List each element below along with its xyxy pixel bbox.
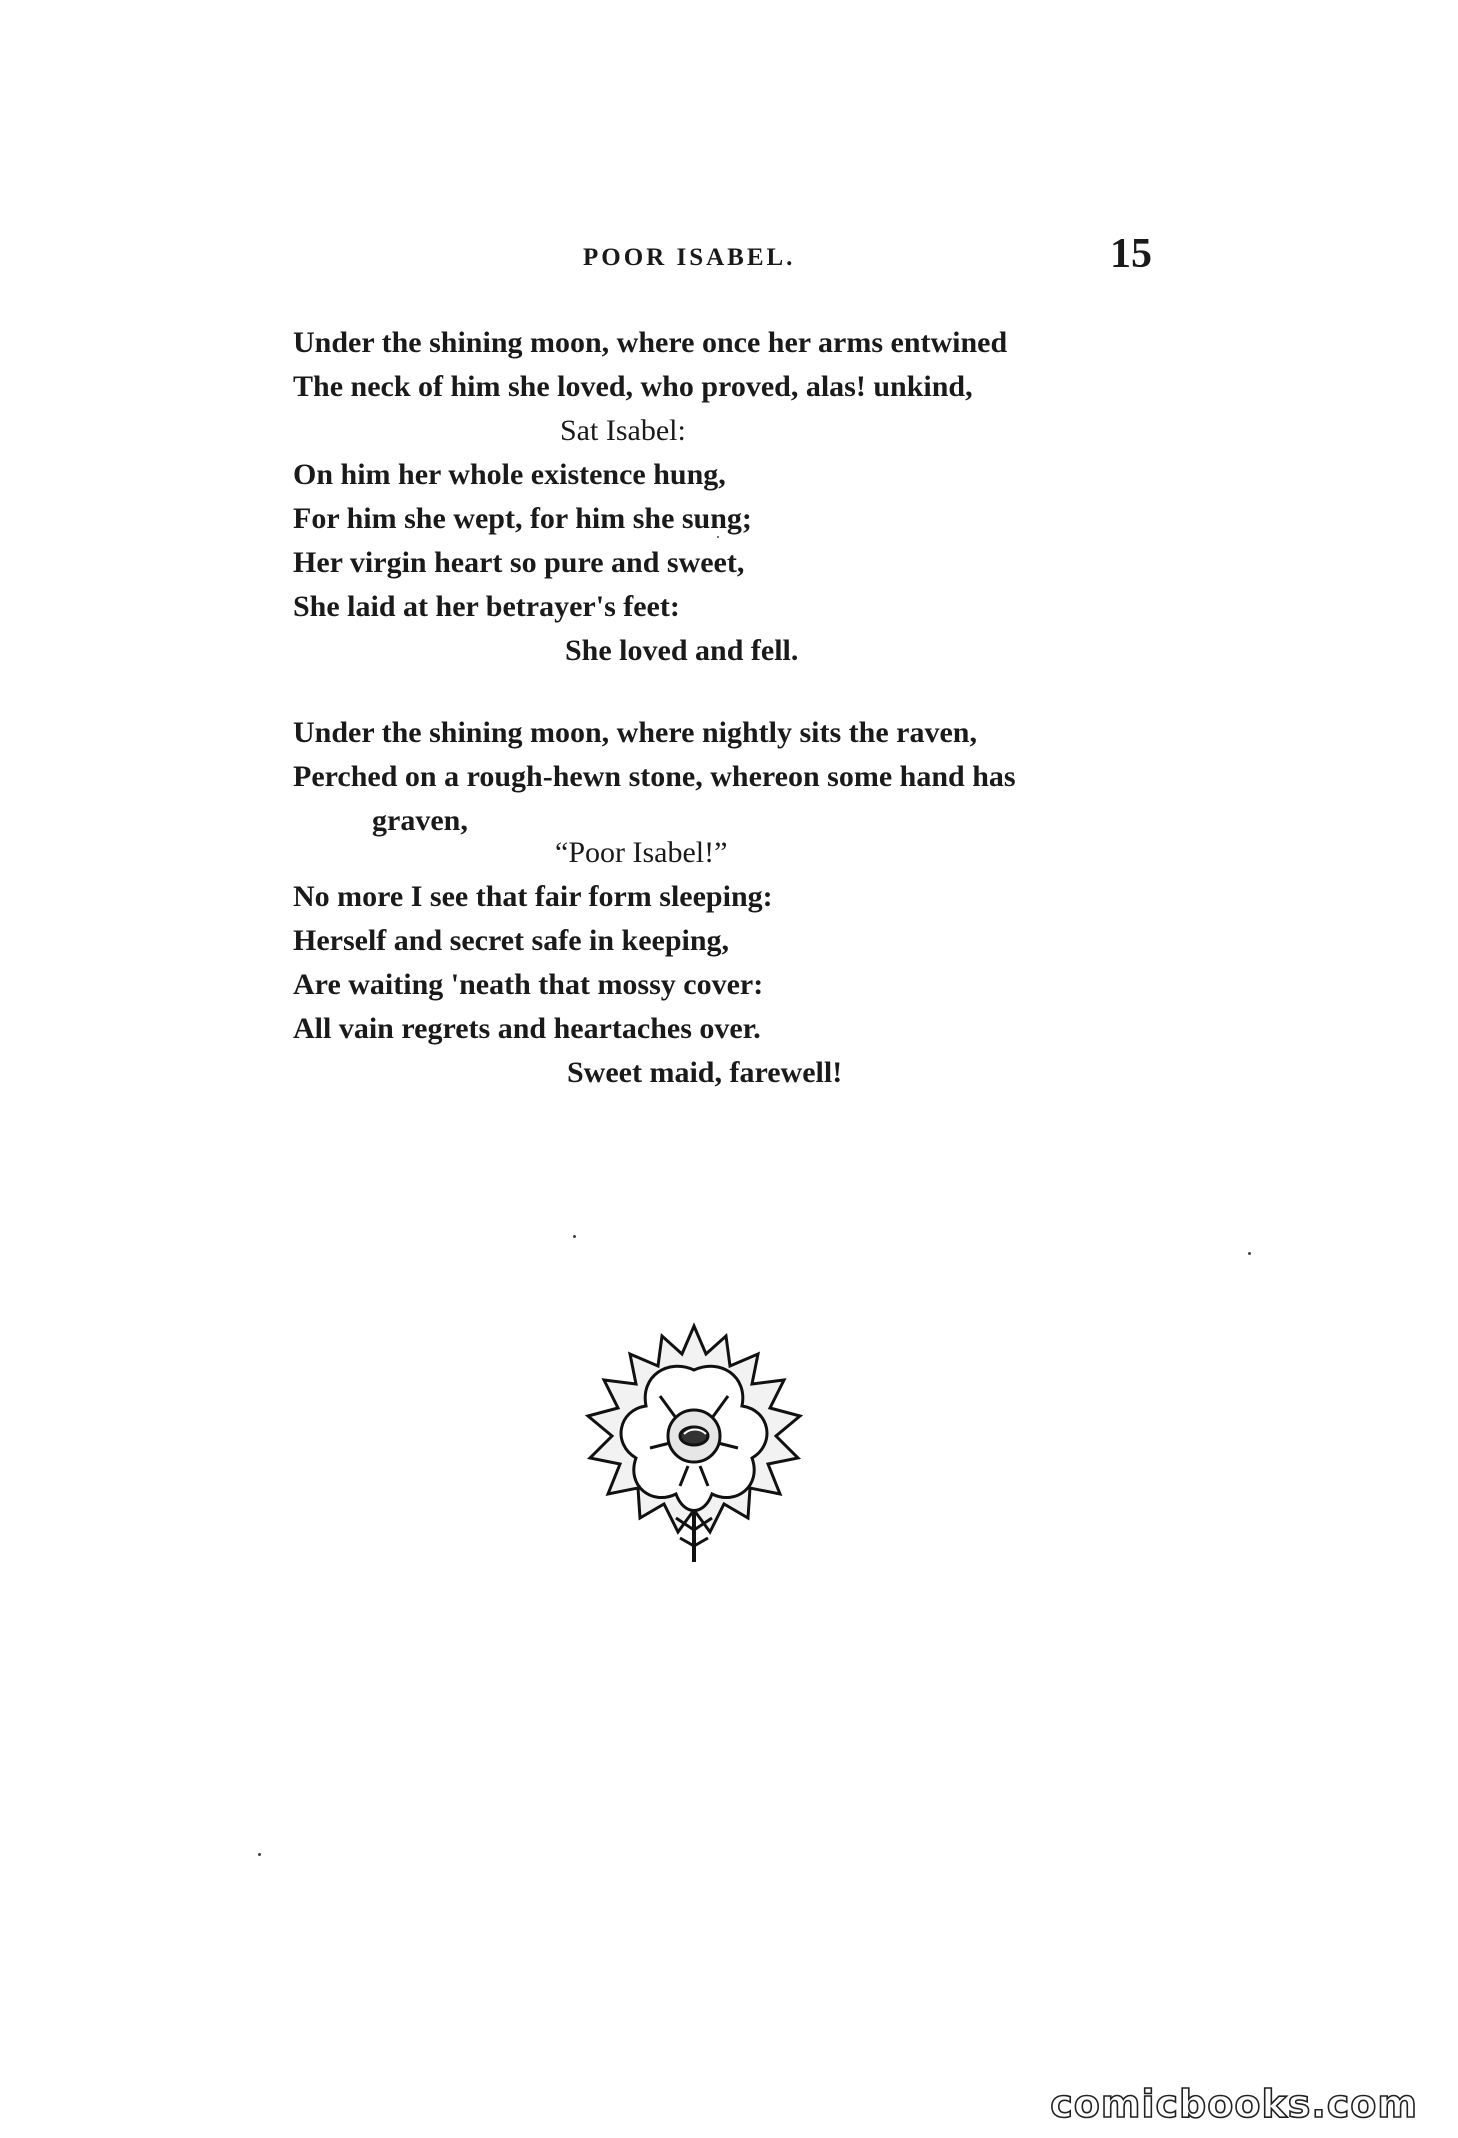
- poem-line: For him she wept, for him she sung;: [293, 502, 752, 535]
- scan-speck: [1248, 1252, 1251, 1255]
- poem-line: The neck of him she loved, who proved, alas! unkind,: [293, 370, 973, 403]
- watermark: comicbooks.com: [1050, 2082, 1418, 2126]
- scan-speck: [258, 1853, 261, 1856]
- scan-speck: [717, 536, 719, 538]
- poem-line: Under the shining moon, where nightly sits the raven,: [293, 716, 977, 749]
- poem-line: Are waiting 'neath that mossy cover:: [293, 968, 764, 1001]
- poem-line: Herself and secret safe in keeping,: [293, 924, 730, 957]
- poem-line: She laid at her betrayer's feet:: [293, 590, 680, 623]
- poem-line: All vain regrets and heartaches over.: [293, 1012, 761, 1045]
- poem-line: Sat Isabel:: [560, 414, 686, 447]
- poem-line: Sweet maid, farewell!: [567, 1056, 843, 1089]
- poem-line: She loved and fell.: [565, 634, 799, 667]
- poem-line: “Poor Isabel!”: [555, 836, 728, 869]
- poem-line: On him her whole existence hung,: [293, 458, 726, 491]
- poem-line: Her virgin heart so pure and sweet,: [293, 546, 745, 579]
- flower-ornament-icon: [580, 1318, 808, 1566]
- poem-line: No more I see that fair form sleeping:: [293, 880, 773, 913]
- poem-line: Under the shining moon, where once her arms entwined: [293, 326, 1008, 359]
- poem-line: graven,: [372, 804, 468, 837]
- running-title: POOR ISABEL.: [583, 244, 796, 271]
- scan-speck: [573, 1235, 576, 1238]
- poem-line: Perched on a rough-hewn stone, whereon some hand has: [293, 760, 1016, 793]
- page-number: 15: [1110, 231, 1152, 277]
